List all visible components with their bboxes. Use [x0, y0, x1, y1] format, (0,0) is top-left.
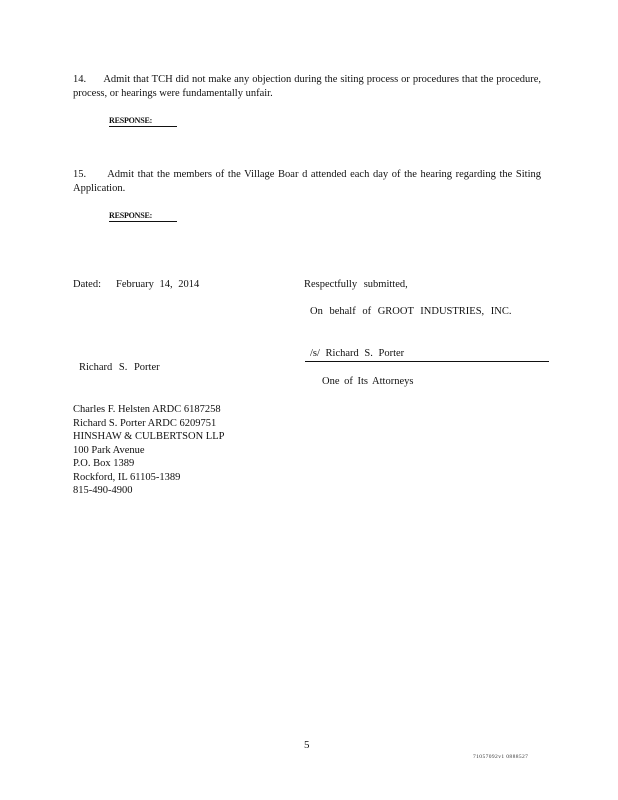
item-15-paragraph — [73, 168, 541, 196]
page-number: 5 — [304, 739, 310, 751]
signature-line — [305, 361, 549, 362]
address-line: 100 Park Avenue — [73, 444, 145, 456]
attorney-role: One of Its Attorneys — [322, 376, 414, 387]
item-15-response-line — [109, 221, 177, 222]
item-14-text: Admit that TCH did not make any objection during the siting process or procedures that the procedure, process, or hearings were fundamentally unfair. — [73, 74, 542, 99]
item-14-number: 14. — [73, 74, 87, 85]
address-line: P.O. Box 1389 — [73, 458, 135, 469]
dated-label: Dated: — [73, 279, 101, 290]
respectfully-submitted: Respectfully submitted, — [304, 279, 408, 290]
attorney-name-left: Richard S. Porter — [79, 362, 160, 373]
item-14-paragraph — [73, 73, 541, 101]
address-line: Rockford, IL 61105-1389 — [73, 471, 181, 483]
signed-by: /s/ Richard S. Porter — [310, 348, 405, 359]
address-block — [73, 403, 224, 498]
address-line: 815-490-4900 — [73, 485, 133, 496]
address-line: Richard S. Porter ARDC 6209751 — [73, 417, 217, 429]
address-line: HINSHAW & CULBERTSON LLP — [73, 431, 225, 442]
item-15-number: 15. — [73, 169, 87, 180]
document-code: 71057092v1 0888527 — [473, 754, 529, 760]
item-15-text: Admit that the members of the Village Boar d attended each day of the hearing regarding the Siting Application. — [73, 169, 541, 194]
on-behalf-of: On behalf of GROOT INDUSTRIES, INC. — [310, 306, 512, 317]
item-15-response-label: RESPONSE: — [109, 211, 153, 220]
item-14-response-label: RESPONSE: — [109, 116, 153, 125]
address-line: Charles F. Helsten ARDC 6187258 — [73, 404, 221, 415]
item-14-response-line — [109, 126, 177, 127]
dated-value: February 14, 2014 — [116, 279, 200, 290]
